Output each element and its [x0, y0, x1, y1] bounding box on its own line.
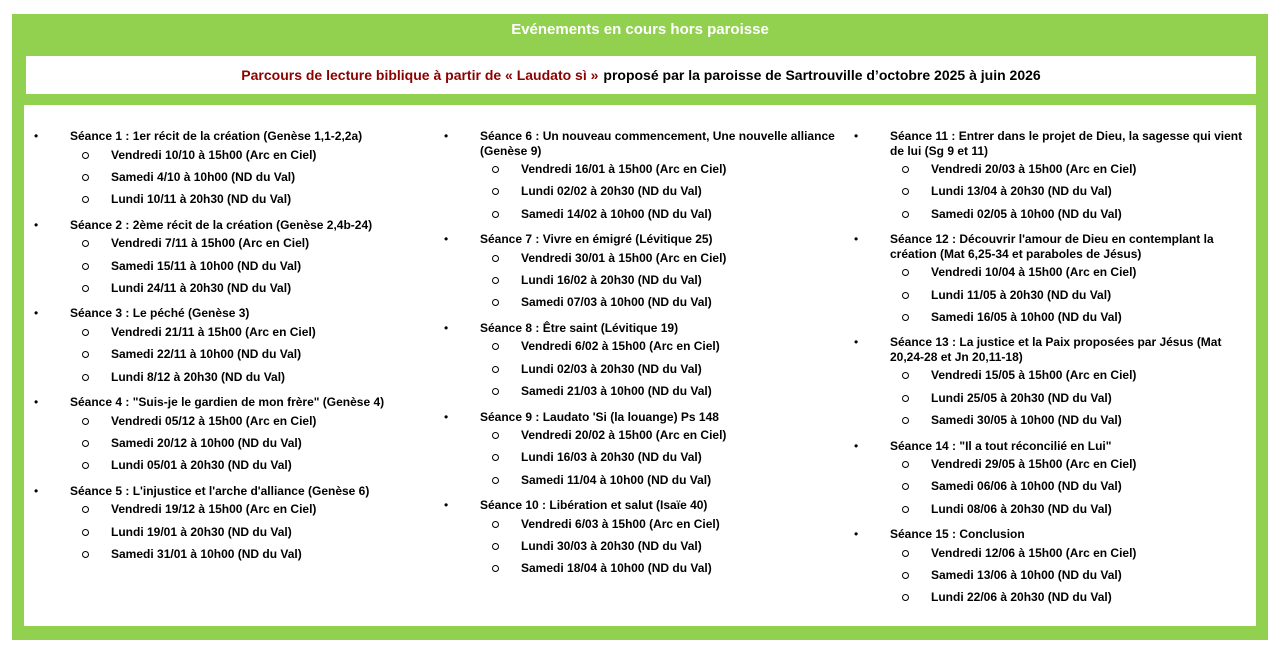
session-date-text: Vendredi 6/02 à 15h00 (Arc en Ciel)	[521, 339, 720, 354]
circle-bullet-icon	[902, 417, 909, 424]
bullet-icon: •	[444, 498, 449, 513]
session-dates-list	[890, 368, 1254, 435]
session-date-text: Vendredi 16/01 à 15h00 (Arc en Ciel)	[521, 162, 727, 176]
circle-bullet-icon	[82, 285, 89, 292]
session-dates-list	[890, 457, 1254, 524]
session-date-text: Vendredi 29/05 à 15h00 (Arc en Ciel)	[931, 457, 1137, 472]
session-dates-list	[70, 325, 434, 392]
session-item	[434, 497, 844, 584]
session-date-item	[480, 273, 844, 295]
session-date-item	[890, 479, 1254, 501]
session-date-item	[890, 457, 1254, 479]
session-dates-list	[70, 148, 434, 215]
circle-bullet-icon	[902, 372, 909, 379]
session-date-item	[890, 413, 1254, 435]
circle-bullet-icon	[492, 366, 499, 373]
session-title: Séance 15 : Conclusion	[890, 527, 1025, 542]
session-date-text: Lundi 10/11 à 20h30 (ND du Val)	[111, 192, 292, 207]
circle-bullet-icon	[902, 395, 909, 402]
circle-bullet-icon	[82, 462, 89, 469]
circle-bullet-icon	[902, 292, 909, 299]
schedule-content	[24, 105, 1256, 626]
circle-bullet-icon	[82, 174, 89, 181]
session-item	[24, 217, 434, 304]
events-panel	[12, 14, 1268, 640]
session-dates-list	[480, 162, 844, 229]
session-title: Séance 4 : "Suis-je le gardien de mon frère" (Genèse 4)	[70, 395, 385, 410]
session-date-text: Lundi 08/06 à 20h30 (ND du Val)	[931, 501, 1112, 516]
session-date-item	[890, 568, 1254, 590]
circle-bullet-icon	[492, 477, 499, 484]
session-date-text: Samedi 06/06 à 10h00 (ND du Val)	[931, 479, 1122, 494]
circle-bullet-icon	[902, 461, 909, 468]
session-date-text: Vendredi 05/12 à 15h00 (Arc en Ciel)	[111, 413, 317, 428]
session-date-text: Lundi 11/05 à 20h30 (ND du Val)	[931, 287, 1112, 302]
session-date-text: Samedi 30/05 à 10h00 (ND du Val)	[931, 413, 1122, 428]
session-date-item	[70, 436, 434, 458]
circle-bullet-icon	[492, 166, 499, 173]
session-date-item	[890, 265, 1254, 287]
session-date-text: Lundi 13/04 à 20h30 (ND du Val)	[931, 184, 1112, 199]
session-item	[24, 305, 434, 392]
session-date-text: Vendredi 7/11 à 15h00 (Arc en Ciel)	[111, 236, 310, 251]
session-dates-list	[70, 414, 434, 481]
circle-bullet-icon	[82, 196, 89, 203]
bullet-icon: •	[854, 232, 859, 247]
circle-bullet-icon	[82, 263, 89, 270]
session-date-item	[70, 502, 434, 524]
session-title: Séance 12 : Découvrir l'amour de Dieu en contemplant la création (Mat 6,25-34 et paraboles de Jésus)	[890, 232, 1214, 261]
circle-bullet-icon	[902, 506, 909, 513]
circle-bullet-icon	[492, 388, 499, 395]
session-date-item	[890, 546, 1254, 568]
session-title: Séance 11 : Entrer dans le projet de Dieu, la sagesse qui vient de lui (Sg 9 et 11)	[890, 129, 1243, 158]
session-date-item	[70, 525, 434, 547]
schedule-column-1	[24, 128, 434, 571]
session-date-item	[480, 207, 844, 229]
session-date-text: Samedi 13/06 à 10h00 (ND du Val)	[931, 568, 1122, 583]
session-title: Séance 13 : La justice et la Paix proposées par Jésus (Mat 20,24-28 et Jn 20,11-18)	[890, 335, 1222, 364]
circle-bullet-icon	[902, 166, 909, 173]
session-date-item	[480, 561, 844, 583]
session-date-text: Vendredi 30/01 à 15h00 (Arc en Ciel)	[521, 250, 727, 265]
session-date-item	[70, 458, 434, 480]
session-date-text: Lundi 22/06 à 20h30 (ND du Val)	[931, 590, 1112, 605]
bullet-icon: •	[444, 129, 449, 143]
session-date-item	[890, 162, 1254, 184]
bullet-icon: •	[34, 395, 39, 410]
session-date-text: Lundi 30/03 à 20h30 (ND du Val)	[521, 539, 702, 554]
circle-bullet-icon	[492, 211, 499, 218]
session-date-item	[480, 339, 844, 361]
session-date-item	[890, 184, 1254, 206]
session-dates-list	[480, 517, 844, 584]
session-date-text: Vendredi 15/05 à 15h00 (Arc en Ciel)	[931, 368, 1137, 383]
circle-bullet-icon	[492, 277, 499, 284]
circle-bullet-icon	[492, 188, 499, 195]
session-date-text: Samedi 18/04 à 10h00 (ND du Val)	[521, 561, 712, 576]
session-date-item	[890, 502, 1254, 524]
session-date-text: Samedi 4/10 à 10h00 (ND du Val)	[111, 169, 296, 184]
session-date-item	[70, 192, 434, 214]
circle-bullet-icon	[82, 440, 89, 447]
session-date-item	[70, 325, 434, 347]
session-date-item	[70, 347, 434, 369]
session-item	[844, 526, 1254, 613]
session-dates-list	[480, 339, 844, 406]
circle-bullet-icon	[902, 314, 909, 321]
session-date-item	[70, 370, 434, 392]
bullet-icon: •	[854, 335, 859, 350]
circle-bullet-icon	[902, 594, 909, 601]
bullet-icon: •	[444, 409, 449, 424]
session-date-text: Lundi 16/03 à 20h30 (ND du Val)	[521, 450, 702, 465]
session-date-item	[890, 590, 1254, 612]
program-subtitle	[26, 56, 1256, 94]
session-date-item	[480, 473, 844, 495]
panel-title: Evénements en cours hors paroisse	[511, 21, 769, 38]
circle-bullet-icon	[82, 329, 89, 336]
circle-bullet-icon	[492, 343, 499, 350]
circle-bullet-icon	[492, 521, 499, 528]
bullet-icon: •	[444, 320, 449, 335]
session-date-item	[480, 295, 844, 317]
session-title: Séance 10 : Libération et salut (Isaïe 40)	[480, 498, 708, 513]
session-title: Séance 9 : Laudato 'Si (la louange) Ps 148	[480, 409, 719, 424]
session-date-text: Lundi 02/03 à 20h30 (ND du Val)	[521, 361, 702, 376]
bullet-icon: •	[34, 217, 39, 232]
session-date-text: Vendredi 6/03 à 15h00 (Arc en Ciel)	[521, 516, 720, 531]
session-dates-list	[70, 236, 434, 303]
session-item	[434, 320, 844, 407]
circle-bullet-icon	[902, 211, 909, 218]
session-title: Séance 5 : L'injustice et l'arche d'alliance (Genèse 6)	[70, 483, 370, 498]
circle-bullet-icon	[492, 454, 499, 461]
session-dates-list	[70, 502, 434, 569]
session-date-item	[70, 547, 434, 569]
session-item	[844, 438, 1254, 525]
session-title: Séance 8 : Être saint (Lévitique 19)	[480, 320, 679, 335]
session-date-item	[890, 207, 1254, 229]
session-title: Séance 7 : Vivre en émigré (Lévitique 25)	[480, 232, 713, 247]
session-date-text: Samedi 16/05 à 10h00 (ND du Val)	[931, 309, 1122, 324]
program-description: proposé par la paroisse de Sartrouville d’octobre 2025 à juin 2026	[603, 67, 1041, 83]
session-date-text: Vendredi 12/06 à 15h00 (Arc en Ciel)	[931, 545, 1137, 560]
session-title: Séance 6 : Un nouveau commencement, Une nouvelle alliance (Genèse 9)	[480, 129, 835, 158]
session-date-item	[480, 539, 844, 561]
session-date-text: Vendredi 10/04 à 15h00 (Arc en Ciel)	[931, 265, 1137, 280]
session-date-item	[890, 368, 1254, 390]
session-item	[844, 334, 1254, 435]
session-title: Séance 3 : Le péché (Genèse 3)	[70, 306, 250, 321]
bullet-icon: •	[34, 483, 39, 498]
session-item	[434, 231, 844, 318]
session-item	[24, 128, 434, 215]
circle-bullet-icon	[82, 152, 89, 159]
circle-bullet-icon	[492, 299, 499, 306]
circle-bullet-icon	[82, 374, 89, 381]
circle-bullet-icon	[902, 188, 909, 195]
session-title: Séance 2 : 2ème récit de la création (Genèse 2,4b-24)	[70, 217, 373, 232]
circle-bullet-icon	[902, 550, 909, 557]
session-date-item	[890, 310, 1254, 332]
session-date-item	[890, 391, 1254, 413]
session-date-item	[480, 450, 844, 472]
circle-bullet-icon	[492, 432, 499, 439]
session-dates-list	[480, 428, 844, 495]
bullet-icon: •	[34, 306, 39, 321]
bullet-icon: •	[34, 129, 39, 143]
session-dates-list	[890, 546, 1254, 613]
schedule-column-3	[844, 128, 1254, 615]
session-date-text: Samedi 31/01 à 10h00 (ND du Val)	[111, 546, 302, 561]
session-title: Séance 1 : 1er récit de la création (Genèse 1,1-2,2a)	[70, 129, 363, 143]
circle-bullet-icon	[492, 543, 499, 550]
session-item	[844, 128, 1254, 229]
circle-bullet-icon	[902, 572, 909, 579]
session-date-text: Samedi 22/11 à 10h00 (ND du Val)	[111, 347, 302, 362]
session-date-item	[890, 288, 1254, 310]
session-date-text: Vendredi 20/02 à 15h00 (Arc en Ciel)	[521, 428, 727, 443]
session-date-item	[70, 259, 434, 281]
session-date-text: Vendredi 21/11 à 15h00 (Arc en Ciel)	[111, 324, 316, 339]
bullet-icon: •	[854, 438, 859, 453]
circle-bullet-icon	[82, 506, 89, 513]
session-date-item	[480, 428, 844, 450]
session-date-text: Samedi 21/03 à 10h00 (ND du Val)	[521, 384, 712, 399]
session-date-item	[480, 517, 844, 539]
session-date-item	[70, 148, 434, 170]
session-date-text: Lundi 19/01 à 20h30 (ND du Val)	[111, 524, 292, 539]
session-date-text: Samedi 15/11 à 10h00 (ND du Val)	[111, 258, 302, 273]
session-date-text: Lundi 05/01 à 20h30 (ND du Val)	[111, 458, 292, 473]
session-date-item	[70, 170, 434, 192]
bullet-icon: •	[854, 527, 859, 542]
circle-bullet-icon	[902, 483, 909, 490]
circle-bullet-icon	[82, 418, 89, 425]
bullet-icon: •	[444, 232, 449, 247]
session-date-item	[480, 384, 844, 406]
circle-bullet-icon	[82, 240, 89, 247]
session-date-text: Lundi 24/11 à 20h30 (ND du Val)	[111, 280, 292, 295]
session-date-text: Lundi 16/02 à 20h30 (ND du Val)	[521, 273, 702, 288]
session-item	[24, 483, 434, 570]
session-date-text: Vendredi 10/10 à 15h00 (Arc en Ciel)	[111, 147, 317, 162]
session-date-item	[70, 236, 434, 258]
circle-bullet-icon	[82, 529, 89, 536]
session-date-item	[480, 251, 844, 273]
session-date-item	[70, 281, 434, 303]
session-dates-list	[890, 265, 1254, 332]
circle-bullet-icon	[902, 269, 909, 276]
session-date-item	[480, 362, 844, 384]
session-date-item	[480, 162, 844, 184]
session-date-item	[480, 184, 844, 206]
circle-bullet-icon	[82, 351, 89, 358]
session-date-text: Samedi 07/03 à 10h00 (ND du Val)	[521, 295, 712, 310]
session-date-text: Samedi 02/05 à 10h00 (ND du Val)	[931, 206, 1122, 221]
session-title: Séance 14 : "Il a tout réconcilié en Lui"	[890, 438, 1112, 453]
bullet-icon: •	[854, 129, 859, 143]
session-date-text: Samedi 14/02 à 10h00 (ND du Val)	[521, 206, 712, 221]
session-item	[434, 409, 844, 496]
session-date-text: Lundi 8/12 à 20h30 (ND du Val)	[111, 369, 286, 384]
session-date-text: Vendredi 19/12 à 15h00 (Arc en Ciel)	[111, 502, 317, 517]
session-date-text: Vendredi 20/03 à 15h00 (Arc en Ciel)	[931, 162, 1137, 176]
circle-bullet-icon	[82, 551, 89, 558]
program-name: Parcours de lecture biblique à partir de « Laudato sì »	[241, 67, 599, 83]
session-dates-list	[480, 251, 844, 318]
session-date-text: Lundi 25/05 à 20h30 (ND du Val)	[931, 390, 1112, 405]
session-item	[844, 231, 1254, 332]
schedule-column-2	[434, 128, 844, 586]
session-item	[434, 128, 844, 229]
session-date-text: Lundi 02/02 à 20h30 (ND du Val)	[521, 184, 702, 199]
circle-bullet-icon	[492, 565, 499, 572]
session-date-text: Samedi 11/04 à 10h00 (ND du Val)	[521, 472, 712, 487]
session-dates-list	[890, 162, 1254, 229]
session-item	[24, 394, 434, 481]
circle-bullet-icon	[492, 255, 499, 262]
session-date-text: Samedi 20/12 à 10h00 (ND du Val)	[111, 435, 302, 450]
session-date-item	[70, 414, 434, 436]
